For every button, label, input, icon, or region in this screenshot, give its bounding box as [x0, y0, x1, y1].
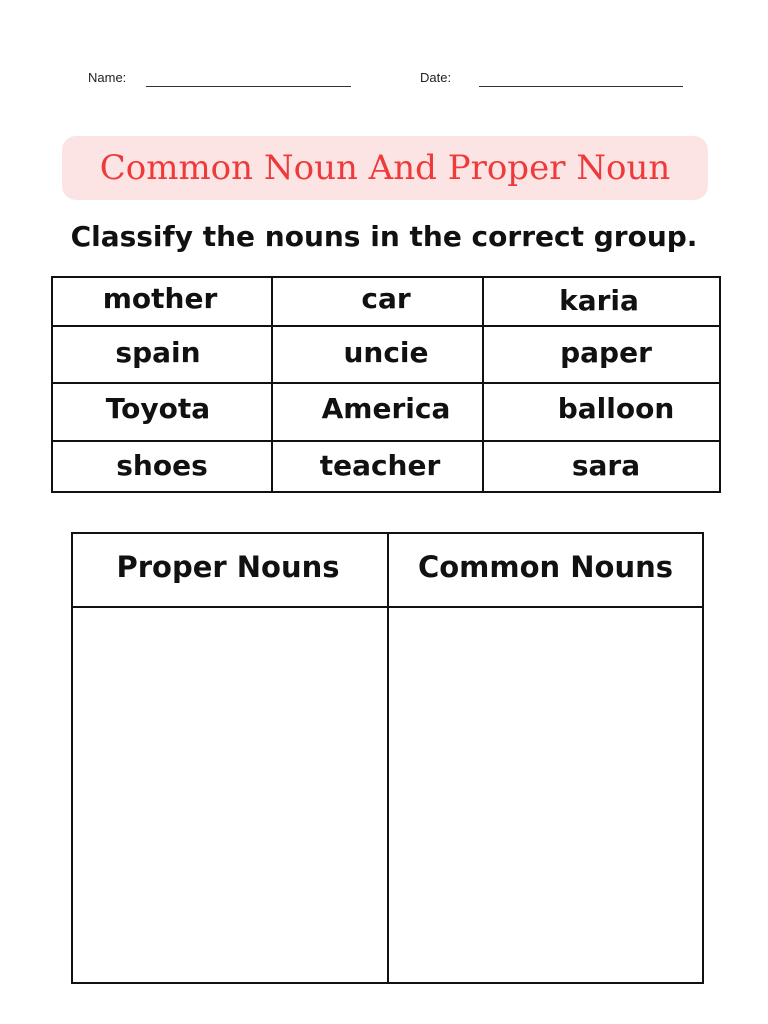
- word-bank-cell[interactable]: spain: [115, 336, 201, 369]
- date-label: Date:: [420, 70, 452, 85]
- date-field[interactable]: [479, 86, 683, 87]
- word-bank-column-divider: [271, 278, 273, 491]
- sorting-table: [71, 532, 704, 984]
- name-field[interactable]: [146, 86, 351, 87]
- title-banner: [62, 136, 708, 200]
- worksheet-title: Common Noun And Proper Noun: [99, 148, 671, 188]
- proper-nouns-answer-area[interactable]: [73, 610, 385, 982]
- word-bank-cell[interactable]: balloon: [557, 392, 675, 425]
- word-bank-cell[interactable]: car: [361, 282, 411, 315]
- word-bank-row-divider: [53, 325, 719, 327]
- word-bank-cell[interactable]: karia: [559, 284, 639, 317]
- word-bank-cell[interactable]: mother: [102, 282, 218, 315]
- word-bank-table: [51, 276, 721, 493]
- word-bank-row-divider: [53, 440, 719, 442]
- name-date-row: [0, 68, 768, 92]
- word-bank-row-divider: [53, 382, 719, 384]
- word-bank-cell[interactable]: teacher: [319, 449, 441, 482]
- instruction-text: Classify the nouns in the correct group.: [70, 220, 698, 253]
- word-bank-cell[interactable]: shoes: [116, 449, 208, 482]
- word-bank-cell[interactable]: paper: [560, 336, 652, 369]
- word-bank-cell[interactable]: uncie: [343, 336, 429, 369]
- name-label: Name:: [88, 70, 127, 85]
- proper-nouns-header: Proper Nouns: [116, 550, 340, 584]
- word-bank-cell[interactable]: America: [321, 392, 451, 425]
- common-nouns-header: Common Nouns: [417, 550, 674, 584]
- common-nouns-answer-area[interactable]: [389, 610, 702, 982]
- sorting-header-divider: [73, 606, 702, 608]
- word-bank-cell[interactable]: Toyota: [105, 392, 211, 425]
- word-bank-cell[interactable]: sara: [571, 449, 641, 482]
